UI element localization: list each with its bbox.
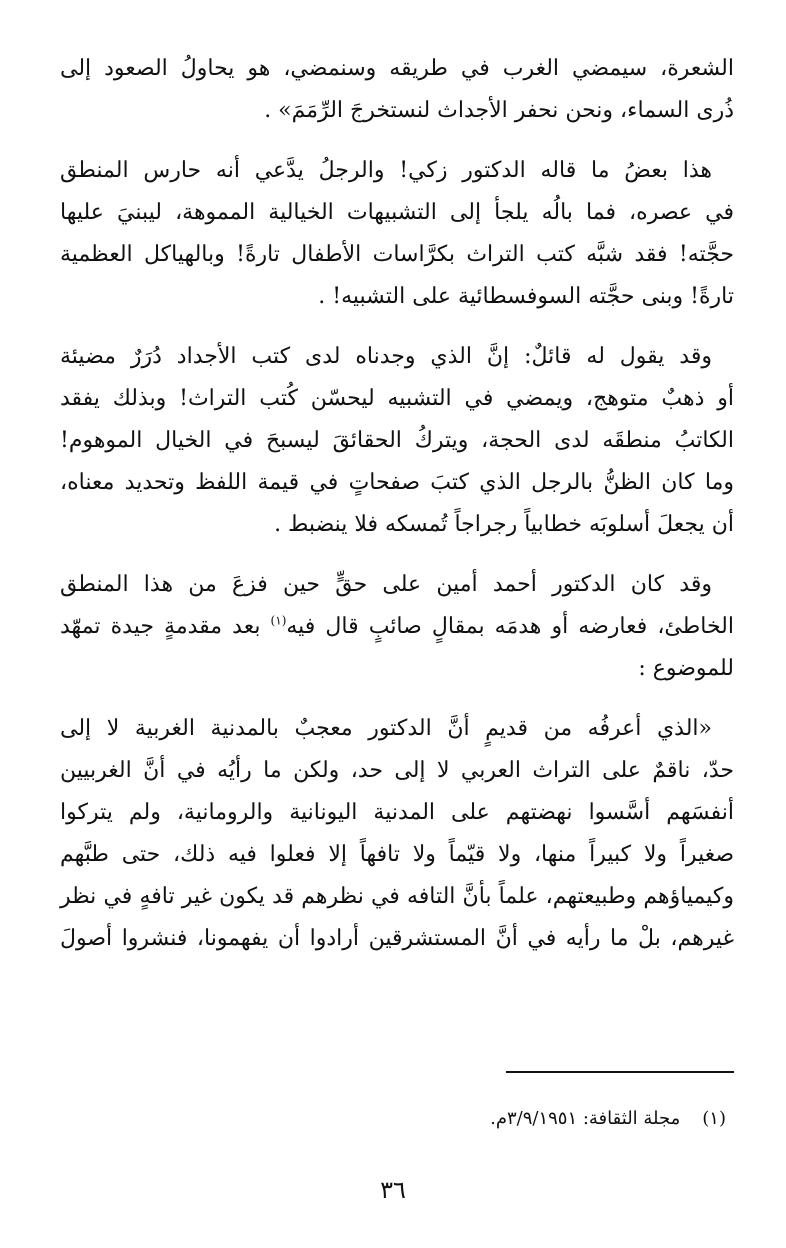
text-line: وقد كان الدكتور أحمد أمين على حقٍّ حين فزعَ من هذا المنطق (60, 572, 712, 597)
footnote-text: مجلة الثقافة: ٣/٩/١٩٥١م. (490, 1108, 681, 1129)
paragraph-5-quote (60, 708, 734, 960)
text-line: الكاتبُ منطقَه لدى الحجة، ويتركُ الحقائقَ ليسبحَ في الخيال الموهوم! (60, 428, 734, 453)
footnote-separator (506, 1071, 734, 1073)
text-line: وكيمياؤهم وطبيعتهم، علماً بأنَّ التافه في نظرهم قد يكون غير تافهٍ في نظر (60, 884, 734, 909)
paragraph-3 (60, 336, 734, 546)
text-line: أن يجعلَ أسلوبَه خطابياً رجراجاً تُمسكه فلا ينضبط . (274, 512, 734, 537)
text-line: هذا بعضُ ما قاله الدكتور زكي! والرجلُ يدَّعي أنه حارس المنطق (60, 158, 712, 183)
text-line: في عصره، فما بالُه يلجأ إلى التشبيهات الخيالية المموهة، ليبنيَ عليها (60, 200, 734, 225)
text-line: الشعرة، سيمضي الغرب في طريقه وسنمضي، هو يحاولُ الصعود إلى (60, 56, 734, 81)
text-line: غيرهم، بلْ ما رأيه في أنَّ المستشرقين أرادوا أن يفهمونا، فنشروا أصولَ (60, 926, 734, 951)
text-line: تارةً! وبنى حجَّته السوفسطائية على التشبيه! . (318, 284, 734, 309)
text-line: أو ذهبٌ متوهج، ويمضي في التشبيه ليحسّن كُتب التراث! وبذلك يفقد (60, 386, 734, 411)
text-line: وقد يقول له قائلٌ: إنَّ الذي وجدناه لدى كتب الأجداد دُرَرٌ مضيئة (60, 344, 712, 369)
text-fragment: بعد مقدمةٍ جيدة تمهّد (60, 614, 271, 639)
text-line: ذُرى السماء، ونحن نحفر الأجداث لنستخرجَ الرِّمَمَ» . (264, 98, 734, 123)
footnote-number: (١) (702, 1108, 726, 1129)
footnote (490, 1104, 726, 1134)
text-line: «الذي أعرفُه من قديمٍ أنَّ الدكتور معجبٌ بالمدنية الغربية لا إلى (60, 716, 712, 741)
text-line: أنفسَهم أسَّسوا نهضتهم على المدنية اليونانية والرومانية، ولم يتركوا (60, 800, 734, 825)
page-number: ٣٦ (380, 1176, 406, 1204)
text-line: حدّ، ناقمٌ على التراث العربي لا إلى حد، ولكن ما رأيُه في أنَّ الغربيين (60, 758, 734, 783)
paragraph-1 (60, 48, 734, 132)
footnote-reference: (١) (270, 613, 287, 628)
paragraph-2 (60, 150, 734, 318)
paragraph-4 (60, 564, 734, 690)
text-line: وما كان الظنُّ بالرجل الذي كتبَ صفحاتٍ في قيمة اللفظ وتحديد معناه، (60, 470, 734, 495)
text-line: للموضوع : (638, 656, 734, 681)
text-line: صغيراً ولا كبيراً منها، ولا قيّماً ولا تافهاً إلا فعلوا فيه ذلك، حتى طبَّهم (60, 842, 734, 867)
text-line: حجَّته! فقد شبَّه كتب التراث بكرَّاسات الأطفال تارةً! وبالهياكل العظمية (60, 242, 734, 267)
text-line (60, 606, 734, 648)
page-body (60, 48, 734, 978)
text-fragment: الخاطئ، فعارضه أو هدمَه بمقالٍ صائبٍ قال فيه (286, 614, 734, 639)
